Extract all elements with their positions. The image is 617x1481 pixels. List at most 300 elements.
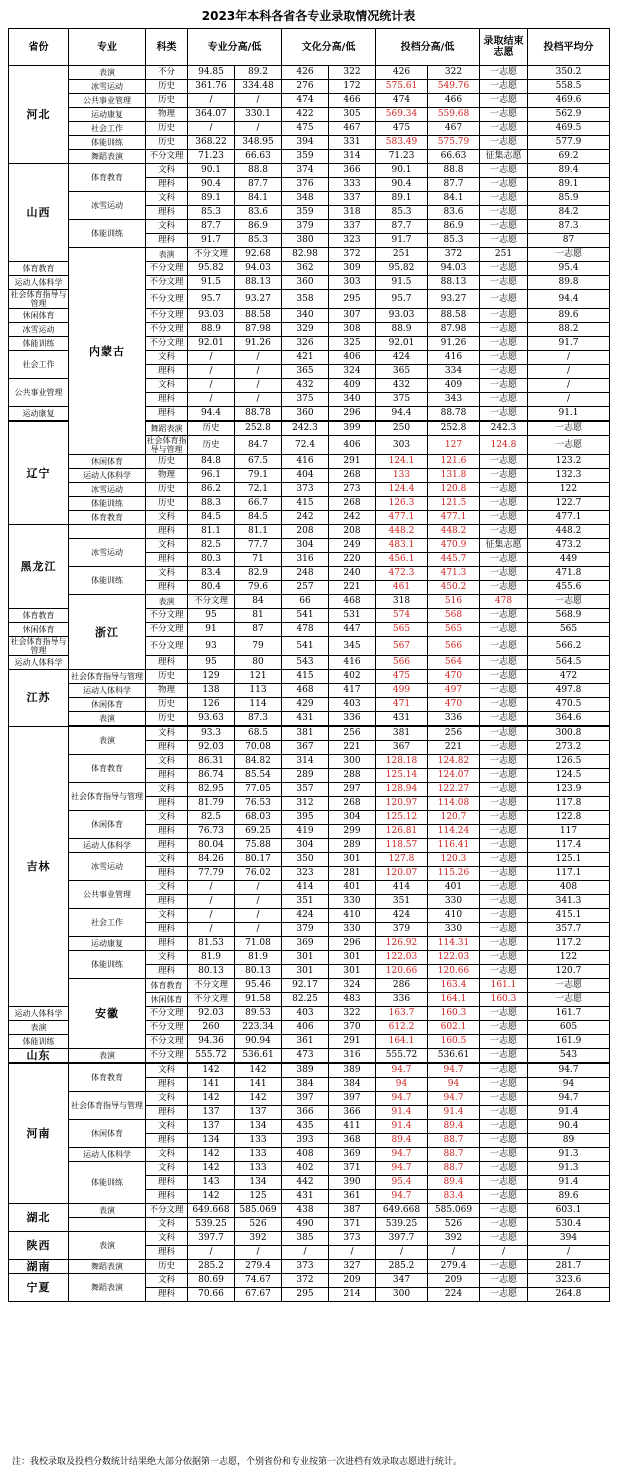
culture-score-high: 365 <box>282 365 329 379</box>
average-score-cell: 497.8 <box>528 684 610 698</box>
major-score-high: 260 <box>188 1021 235 1035</box>
major-cell: 运动人体科学 <box>9 276 69 290</box>
final-choice-cell: 一志愿 <box>480 1007 528 1021</box>
major-cell: 表演 <box>69 1049 146 1064</box>
filing-score-high: 95.4 <box>376 1176 428 1190</box>
major-score-low: 70.08 <box>235 741 282 755</box>
final-choice-cell: 一志愿 <box>480 1162 528 1176</box>
table-row <box>9 497 610 511</box>
major-cell: 休闲体育 <box>9 623 69 637</box>
major-score-high: / <box>188 1246 235 1260</box>
major-cell: 社会体育指导与管理 <box>146 436 187 454</box>
culture-score-low: 366 <box>329 164 376 178</box>
culture-score-low: 299 <box>329 825 376 839</box>
final-choice-cell: 一志愿 <box>480 797 528 811</box>
major-score-high: 142 <box>188 1190 235 1204</box>
culture-score-low: 397 <box>329 1092 376 1106</box>
major-score-high: 80.04 <box>188 839 235 853</box>
major-cell: 体能训练 <box>69 136 146 150</box>
table-row <box>9 1232 610 1246</box>
filing-score-high: 477.1 <box>376 511 428 525</box>
table-body <box>9 66 610 1302</box>
filing-score-low: 549.76 <box>428 80 480 94</box>
category-cell: 理科 <box>146 825 188 839</box>
final-choice-cell: 一志愿 <box>480 712 528 727</box>
filing-score-low: 585.069 <box>428 1204 480 1218</box>
filing-score-high: 94.7 <box>376 1063 428 1078</box>
major-score-low: 88.78 <box>235 407 282 422</box>
average-score-cell: / <box>528 365 610 379</box>
major-cell: 体能训练 <box>69 220 146 248</box>
culture-score-low: 389 <box>329 1063 376 1078</box>
major-score-high: 137 <box>188 1106 235 1120</box>
culture-score-high: 415 <box>282 670 329 684</box>
major-cell: 表演 <box>69 1232 146 1260</box>
table-row <box>9 567 610 581</box>
culture-score-low: 214 <box>329 1288 376 1302</box>
filing-score-low: 470.9 <box>428 539 480 553</box>
major-score-low: / <box>235 379 282 393</box>
average-score-cell: 364.6 <box>528 712 610 727</box>
culture-score-high: 406 <box>282 1021 329 1035</box>
filing-score-low: 88.7 <box>428 1162 480 1176</box>
average-score-cell: 558.5 <box>528 80 610 94</box>
culture-score-low: 291 <box>329 1035 376 1049</box>
culture-score-low: 531 <box>329 609 376 623</box>
average-score-cell: 123.9 <box>528 783 610 797</box>
major-score-high: 86.2 <box>188 483 235 497</box>
category-cell: 历史 <box>146 497 188 511</box>
filing-score-high: 539.25 <box>376 1218 428 1232</box>
category-cell: 文科 <box>146 220 188 234</box>
major-score-low: 84.5 <box>235 511 282 525</box>
major-score-high: 138 <box>188 684 235 698</box>
major-score-low: / <box>235 365 282 379</box>
culture-score-high: 359 <box>282 206 329 220</box>
filing-score-low: 120.3 <box>428 853 480 867</box>
culture-score-high: 301 <box>282 965 329 979</box>
major-score-high: 364.07 <box>188 108 235 122</box>
culture-score-high: 324 <box>329 979 376 993</box>
average-score-cell: 91.3 <box>528 1148 610 1162</box>
filing-score-high: 133 <box>376 469 428 483</box>
table-row <box>9 66 610 80</box>
major-score-high: 83.4 <box>188 567 235 581</box>
culture-score-low: 371 <box>329 1218 376 1232</box>
table-row <box>9 192 610 206</box>
culture-score-high: 312 <box>282 797 329 811</box>
major-score-low: 89.2 <box>235 66 282 80</box>
table-row <box>9 951 610 965</box>
filing-score-low: 114.31 <box>428 937 480 951</box>
average-score-cell: 448.2 <box>528 525 610 539</box>
major-score-low: 77.7 <box>235 539 282 553</box>
filing-score-low: 160.3 <box>428 1007 480 1021</box>
major-cell: 表演 <box>69 712 146 727</box>
category-cell: 文科 <box>146 909 188 923</box>
category-cell: 不分文理 <box>188 993 235 1007</box>
culture-score-low: 221 <box>329 581 376 595</box>
culture-score-high: 301 <box>282 951 329 965</box>
table-row <box>9 726 610 741</box>
filing-score-high: 474 <box>376 94 428 108</box>
filing-score-low: 568 <box>428 609 480 623</box>
table-row <box>9 1204 610 1218</box>
culture-score-low: 209 <box>329 1274 376 1288</box>
average-score-cell: 117.8 <box>528 797 610 811</box>
culture-score-high: 208 <box>282 525 329 539</box>
major-score-high: 92.01 <box>188 337 235 351</box>
average-score-cell: / <box>528 393 610 407</box>
average-score-cell: 120.7 <box>528 965 610 979</box>
major-score-low: 79.6 <box>235 581 282 595</box>
major-score-high: 76.73 <box>188 825 235 839</box>
culture-score-high: 473 <box>282 1049 329 1064</box>
category-cell: 理科 <box>146 1246 188 1260</box>
major-cell: 体能训练 <box>69 951 146 979</box>
category-cell: 不分 <box>146 66 188 80</box>
filing-score-high: 124.1 <box>376 455 428 469</box>
culture-score-low: 333 <box>329 178 376 192</box>
final-choice-cell: 一志愿 <box>480 511 528 525</box>
major-cell: 表演 <box>69 66 146 80</box>
final-choice-cell: 一志愿 <box>480 178 528 192</box>
table-row <box>9 539 610 553</box>
filing-score-low: 256 <box>428 726 480 741</box>
average-score-cell: 415.1 <box>528 909 610 923</box>
major-score-low: 242.3 <box>282 421 329 436</box>
table-row <box>9 839 610 853</box>
final-choice-cell: 一志愿 <box>480 136 528 150</box>
major-score-low: / <box>235 881 282 895</box>
filing-score-high: 372 <box>428 248 480 262</box>
major-score-low: 87 <box>235 623 282 637</box>
filing-score-low: 89.4 <box>428 1120 480 1134</box>
major-score-low: / <box>235 122 282 136</box>
category-cell: 物理 <box>146 684 188 698</box>
filing-score-low: 85.3 <box>428 234 480 248</box>
major-score-high: 91.7 <box>188 234 235 248</box>
filing-score-low: 410 <box>428 909 480 923</box>
final-choice-cell: 一志愿 <box>480 1260 528 1274</box>
filing-score-high: 125.14 <box>376 769 428 783</box>
filing-score-high: 431 <box>376 712 428 727</box>
filing-score-low: 94 <box>428 1078 480 1092</box>
final-choice-cell: 一志愿 <box>480 164 528 178</box>
final-choice-cell: 一志愿 <box>480 769 528 783</box>
filing-score-high: 351 <box>376 895 428 909</box>
culture-score-low: 466 <box>329 94 376 108</box>
table-row <box>9 525 610 539</box>
header-filing-score: 投档分高/低 <box>376 29 480 66</box>
major-score-high: 84.8 <box>188 455 235 469</box>
filing-score-high: 472.3 <box>376 567 428 581</box>
culture-score-low: 289 <box>329 839 376 853</box>
culture-score-low: 369 <box>329 1148 376 1162</box>
major-score-high: 95 <box>188 609 235 623</box>
culture-score-low: 221 <box>329 741 376 755</box>
filing-score-high: 574 <box>376 609 428 623</box>
culture-score-low: 316 <box>329 1049 376 1064</box>
filing-score-high: 569.34 <box>376 108 428 122</box>
category-cell: 文科 <box>146 1148 188 1162</box>
category-cell: 文科 <box>146 1120 188 1134</box>
major-score-high: 80.4 <box>188 581 235 595</box>
filing-score-low: 565 <box>428 623 480 637</box>
culture-score-low: 411 <box>329 1120 376 1134</box>
filing-score-high: 94.7 <box>376 1092 428 1106</box>
major-cell: 体育教育 <box>9 609 69 623</box>
major-score-low: 81.9 <box>235 951 282 965</box>
culture-score-low: 401 <box>329 881 376 895</box>
category-cell: 文科 <box>146 755 188 769</box>
major-score-low: 66.7 <box>235 497 282 511</box>
filing-score-low: 224 <box>428 1288 480 1302</box>
average-score-cell: 264.8 <box>528 1288 610 1302</box>
category-cell: 文科 <box>146 811 188 825</box>
filing-score-low: 84.1 <box>428 192 480 206</box>
final-choice-cell: 一志愿 <box>480 698 528 712</box>
major-score-high: 71.23 <box>188 150 235 164</box>
major-cell: 社会体育指导与管理 <box>69 1092 146 1120</box>
filing-score-high: 118.57 <box>376 839 428 853</box>
average-score-cell: 300.8 <box>528 726 610 741</box>
category-cell: 历史 <box>146 712 188 727</box>
culture-score-low: 308 <box>329 323 376 337</box>
category-cell: 文科 <box>146 783 188 797</box>
filing-score-low: 477.1 <box>428 511 480 525</box>
category-cell: 理科 <box>146 1176 188 1190</box>
filing-score-low: 83.4 <box>428 1190 480 1204</box>
major-cell: 舞蹈表演 <box>146 421 188 436</box>
culture-score-high: 362 <box>282 262 329 276</box>
final-choice-cell: 一志愿 <box>480 1176 528 1190</box>
province-cell: 陕西 <box>9 1232 69 1260</box>
filing-score-high: 120.07 <box>376 867 428 881</box>
major-score-high: 77.79 <box>188 867 235 881</box>
category-cell: 理科 <box>146 937 188 951</box>
culture-score-high: 257 <box>282 581 329 595</box>
major-score-low: 85.3 <box>235 234 282 248</box>
major-cell: 舞蹈表演 <box>69 150 146 164</box>
final-choice-cell: 一志愿 <box>480 407 528 422</box>
culture-score-low: 296 <box>329 937 376 951</box>
footnote: 注：我校录取及投档分数统计结果绝大部分依据第一志愿，个别省份和专业按第一次进档有效录取志愿进行统计。 <box>12 1457 463 1467</box>
average-score-cell: 117.1 <box>528 867 610 881</box>
filing-score-low: 114.24 <box>428 825 480 839</box>
culture-score-high: 375 <box>282 393 329 407</box>
category-cell: 理科 <box>146 234 188 248</box>
filing-score-high: 91.4 <box>376 1120 428 1134</box>
filing-score-low: 94.7 <box>428 1063 480 1078</box>
culture-score-high: 394 <box>282 136 329 150</box>
culture-score-high: 475 <box>282 122 329 136</box>
major-score-high: 88.3 <box>188 497 235 511</box>
filing-score-high: 612.2 <box>376 1021 428 1035</box>
filing-score-high: 127.8 <box>376 853 428 867</box>
category-cell: 不分文理 <box>146 309 188 323</box>
culture-score-high: 426 <box>282 66 329 80</box>
culture-score-high: 276 <box>282 80 329 94</box>
filing-score-high: 566 <box>376 656 428 670</box>
major-score-high: 368.22 <box>188 136 235 150</box>
major-score-high: 84.7 <box>235 436 282 455</box>
average-score-cell: 126.5 <box>528 755 610 769</box>
final-choice-cell: 一志愿 <box>480 867 528 881</box>
culture-score-low: 416 <box>329 656 376 670</box>
culture-score-low: 314 <box>329 150 376 164</box>
culture-score-high: 326 <box>282 337 329 351</box>
filing-score-high: 94.7 <box>376 1190 428 1204</box>
filing-score-high: 90.4 <box>376 178 428 192</box>
culture-score-low: 296 <box>329 407 376 422</box>
culture-score-low: 305 <box>329 108 376 122</box>
filing-score-high: 93.03 <box>376 309 428 323</box>
filing-score-high: 471 <box>376 698 428 712</box>
major-score-low: 87.7 <box>235 178 282 192</box>
major-score-low: / <box>235 923 282 937</box>
culture-score-low: 301 <box>329 853 376 867</box>
category-cell: 不分文理 <box>146 290 188 309</box>
final-choice-cell: 一志愿 <box>480 122 528 136</box>
culture-score-high: 424 <box>282 909 329 923</box>
category-cell: 物理 <box>146 469 188 483</box>
average-score-cell: 95.4 <box>528 262 610 276</box>
culture-score-high: 442 <box>282 1176 329 1190</box>
major-score-low: 67.67 <box>235 1288 282 1302</box>
filing-score-low: 322 <box>428 66 480 80</box>
filing-score-high: 381 <box>376 726 428 741</box>
header-major-score: 专业分高/低 <box>188 29 282 66</box>
filing-score-low: 122.27 <box>428 783 480 797</box>
table-row <box>9 94 610 108</box>
major-score-high: 94.36 <box>188 1035 235 1049</box>
culture-score-high: 395 <box>282 811 329 825</box>
major-cell: 体能训练 <box>69 1162 146 1204</box>
filing-score-low: 120.7 <box>428 811 480 825</box>
average-score-cell: 94.7 <box>528 1063 610 1078</box>
filing-score-high: 375 <box>376 393 428 407</box>
major-score-high: 93.63 <box>188 712 235 727</box>
major-cell: 表演 <box>146 248 188 262</box>
culture-score-low: 309 <box>329 262 376 276</box>
category-cell: 理科 <box>146 769 188 783</box>
filing-score-high: 95.7 <box>376 290 428 309</box>
filing-score-low: 566 <box>428 637 480 656</box>
major-score-low: 79.1 <box>235 469 282 483</box>
major-score-low: 133 <box>235 1148 282 1162</box>
culture-score-high: 351 <box>282 895 329 909</box>
culture-score-high: 379 <box>282 923 329 937</box>
final-choice-cell: 一志愿 <box>480 895 528 909</box>
category-cell: 文科 <box>146 567 188 581</box>
filing-score-high: 367 <box>376 741 428 755</box>
culture-score-low: 250 <box>376 421 428 436</box>
major-score-high: / <box>188 895 235 909</box>
category-cell: 不分文理 <box>146 1035 188 1049</box>
province-cell: 辽宁 <box>9 421 69 525</box>
category-cell: 理科 <box>146 581 188 595</box>
culture-score-high: 361 <box>282 1035 329 1049</box>
filing-score-high: 126.3 <box>376 497 428 511</box>
culture-score-high: 379 <box>282 220 329 234</box>
final-choice-cell: 一志愿 <box>528 993 610 1007</box>
final-choice-cell: 一志愿 <box>480 839 528 853</box>
major-score-low: 87.98 <box>235 323 282 337</box>
filing-score-high: 397.7 <box>376 1232 428 1246</box>
culture-score-low: 322 <box>329 66 376 80</box>
culture-score-high: / <box>282 1246 329 1260</box>
filing-score-low: 279.4 <box>428 1260 480 1274</box>
category-cell: 不分文理 <box>146 262 188 276</box>
final-choice-cell: 一志愿 <box>480 811 528 825</box>
final-choice-cell: 一志愿 <box>480 951 528 965</box>
category-cell: 理科 <box>146 867 188 881</box>
culture-score-high: 357 <box>282 783 329 797</box>
culture-score-high: 483 <box>329 993 376 1007</box>
final-choice-cell: 一志愿 <box>480 483 528 497</box>
table-row <box>9 150 610 164</box>
final-choice-cell: 一志愿 <box>480 881 528 895</box>
final-choice-cell: 一志愿 <box>480 825 528 839</box>
category-cell: 历史 <box>146 1260 188 1274</box>
final-choice-cell: 一志愿 <box>528 248 610 262</box>
culture-score-low: 251 <box>376 248 428 262</box>
major-cell: 公共事业管理 <box>69 881 146 909</box>
culture-score-high: 350 <box>282 853 329 867</box>
filing-score-high: 285.2 <box>376 1260 428 1274</box>
culture-score-high: 408 <box>282 1148 329 1162</box>
major-score-low: 71 <box>235 553 282 567</box>
major-score-low: 141 <box>235 1078 282 1092</box>
average-score-cell: 91.7 <box>528 337 610 351</box>
culture-score-high: 304 <box>282 539 329 553</box>
culture-score-high: 384 <box>282 1078 329 1092</box>
culture-score-low: 240 <box>329 567 376 581</box>
filing-score-low: 242.3 <box>480 421 528 436</box>
filing-score-low: 401 <box>428 881 480 895</box>
major-score-low: 80.17 <box>235 853 282 867</box>
filing-score-low: 91.4 <box>428 1106 480 1120</box>
table-row <box>9 511 610 525</box>
culture-score-high: 468 <box>329 595 376 609</box>
major-score-high: 82.5 <box>188 811 235 825</box>
final-choice-cell: 一志愿 <box>528 595 610 609</box>
header-culture-score: 文化分高/低 <box>282 29 376 66</box>
culture-score-low: 318 <box>376 595 428 609</box>
filing-score-high: 71.23 <box>376 150 428 164</box>
culture-score-high: 359 <box>282 150 329 164</box>
average-score-cell: 564.5 <box>528 656 610 670</box>
culture-score-low: 336 <box>376 993 428 1007</box>
major-cell: 运动康复 <box>69 937 146 951</box>
average-score-cell: 455.6 <box>528 581 610 595</box>
final-choice-cell: 一志愿 <box>480 656 528 670</box>
filing-score-high: / <box>376 1246 428 1260</box>
filing-score-high: 499 <box>376 684 428 698</box>
final-choice-cell: 一志愿 <box>480 923 528 937</box>
filing-score-low: 160.5 <box>428 1035 480 1049</box>
filing-score-low: 120.8 <box>428 483 480 497</box>
average-score-cell: 408 <box>528 881 610 895</box>
major-score-low: 87.3 <box>235 712 282 727</box>
category-cell: 不分文理 <box>146 150 188 164</box>
final-choice-cell: 一志愿 <box>480 262 528 276</box>
culture-score-high: 406 <box>329 436 376 455</box>
culture-score-low: 327 <box>329 1260 376 1274</box>
final-choice-cell: 一志愿 <box>480 609 528 623</box>
table-row <box>9 1218 610 1232</box>
